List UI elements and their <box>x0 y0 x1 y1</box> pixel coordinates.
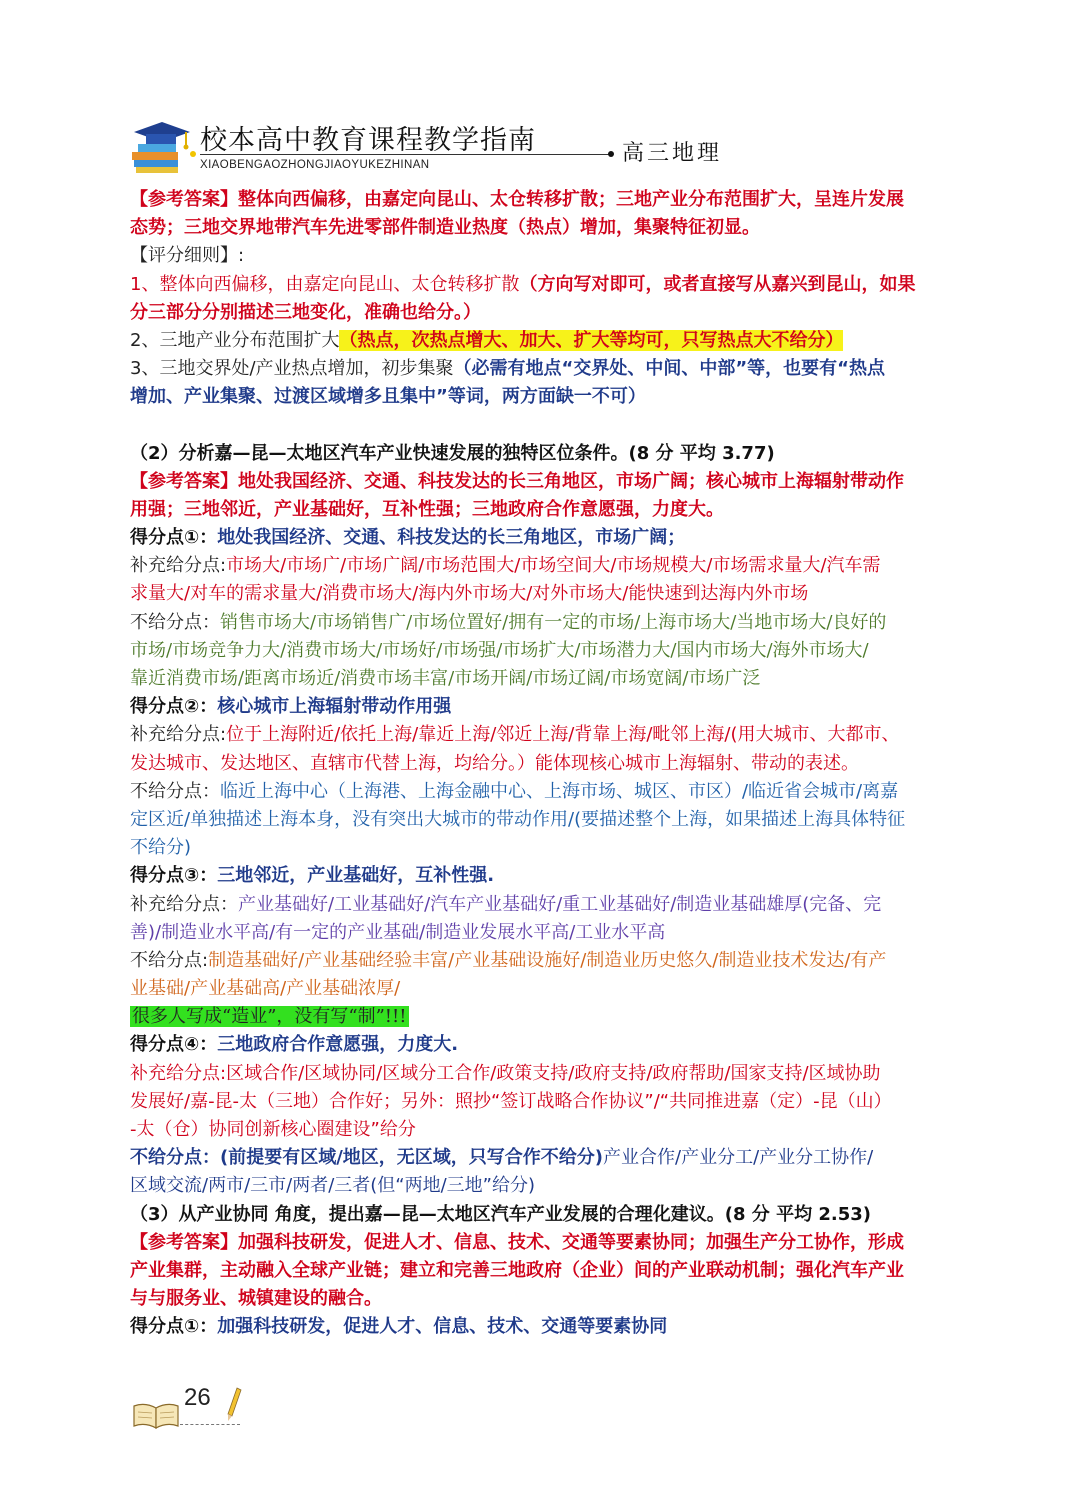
footer-rule <box>180 1424 240 1425</box>
reference-answer-line: 【参考答案】加强科技研发，促进人才、信息、技术、交通等要素协同；加强生产分工协作，形成 <box>130 1231 904 1253</box>
highlighted-warning: 很多人写成“造业”，没有写“制”!!! <box>132 1006 407 1028</box>
rule-line-2: 2、三地产业分布范围扩大（热点，次热点增大、加大、扩大等均可，只写热点大不给分） <box>130 329 844 351</box>
page-footer <box>128 1380 258 1440</box>
scoring-point-1: 得分点①：地处我国经济、交通、科技发达的长三角地区，市场广阔； <box>130 527 686 549</box>
reference-answer-line: 【参考答案】地处我国经济、交通、科技发达的长三角地区，市场广阔；核心城市上海辐射带动作 <box>130 470 904 492</box>
supplementary-points: 补充给分点：产业基础好/工业基础好/汽车产业基础好/重工业基础好/制造业基础雄厚(完备、完 <box>130 893 882 915</box>
supplementary-points-cont: 善)/制造业水平高/有一定的产业基础/制造业发展水平高/工业水平高 <box>130 921 666 943</box>
rule-line-3: 3、三地交界处/产业热点增加，初步集聚（必需有地点“交界处、中间、中部”等，也要有“热点 <box>130 358 886 380</box>
non-scoring-points: 不给分点：(前提要有区域/地区，无区域，只写合作不给分)产业合作/产业分工/产业分工协作/ <box>130 1147 874 1169</box>
non-scoring-points: 不给分点:制造基础好/产业基础经验丰富/产业基础设施好/制造业历史悠久/制造业技术发达/有产 <box>130 949 887 971</box>
guide-pinyin-subtitle: XIAOBENGAOZHONGJIAOYUKEZHINAN <box>200 159 430 171</box>
header-dot-right <box>608 151 614 157</box>
supplementary-points: 补充给分点:位于上海附近/依托上海/靠近上海/邻近上海/背靠上海/毗邻上海/(用大城市、大都市、 <box>130 724 900 746</box>
non-scoring-points-cont: 定区近/单独描述上海本身，没有突出大城市的带动作用/(要描述整个上海，如果描述上海具体特征 <box>130 808 906 830</box>
supplementary-points-cont: 求量大/对车的需求量大/消费市场大/海内外市场大/对外市场大/能快速到达海内外市场 <box>130 583 809 605</box>
non-scoring-points-cont: 市场/市场竞争力大/消费市场大/市场好/市场强/市场扩大/市场潜力大/国内市场大/海外市场大/ <box>130 639 869 661</box>
non-scoring-points-cont: 靠近消费市场/距离市场近/消费市场丰富/市场开阔/市场辽阔/市场宽阔/市场广泛 <box>130 668 761 689</box>
scoring-point-1-q3: 得分点①：加强科技研发，促进人才、信息、技术、交通等要素协同 <box>130 1316 668 1338</box>
page-header <box>128 108 723 180</box>
reference-answer-line: 产业集群，主动融入全球产业链；建立和完善三地政府（企业）间的产业联动机制；强化汽车产业 <box>130 1259 904 1281</box>
graduation-cap-books-icon <box>128 116 192 174</box>
reference-answer-line: 【参考答案】整体向西偏移，由嘉定向昆山、太仓转移扩散；三地产业分布范围扩大，呈连片发展 <box>130 189 904 210</box>
scoring-point-2: 得分点②：核心城市上海辐射带动作用强 <box>130 696 452 718</box>
guide-title: 校本高中教育课程教学指南 <box>200 125 536 156</box>
supplementary-points: 补充给分点:市场大/市场广/市场广阔/市场范围大/市场空间大/市场规模大/市场需求量大/汽车需 <box>130 555 881 577</box>
reference-answer-line: 用强；三地邻近，产业基础好，互补性强；三地政府合作意愿强，力度大。 <box>130 498 724 520</box>
non-scoring-points: 不给分点：临近上海中心（上海港、上海金融中心、上海市场、城区、市区）/临近省会城市/离嘉 <box>130 780 899 802</box>
question-3: （3）从产业协同 角度，提出嘉—昆—太地区汽车产业发展的合理化建议。(8 分 平均 2.53) <box>130 1203 871 1225</box>
scoring-rules-heading: 【评分细则】: <box>130 245 245 267</box>
non-scoring-points-cont: 区域交流/两市/三市/两者/三者(但“两地/三地”给分) <box>130 1175 536 1197</box>
supplementary-points-cont: 发展好/嘉-昆-太（三地）合作好；另外：照抄“签订战略合作协议”/“共同推进嘉（定）-昆（山） <box>130 1090 892 1112</box>
warning-note-line <box>130 1003 952 1031</box>
answer-content <box>130 186 952 1342</box>
supplementary-points: 补充给分点:区域合作/区域协同/区域分工合作/政策支持/政府支持/政府帮助/国家支持/区域协助 <box>130 1062 881 1084</box>
scoring-point-4: 得分点④：三地政府合作意愿强，力度大. <box>130 1034 459 1056</box>
rule-line-1: 1、整体向西偏移，由嘉定向昆山、太仓转移扩散（方向写对即可，或者直接写从嘉兴到昆山，如果 <box>130 273 916 295</box>
pencil-icon <box>226 1386 242 1422</box>
supplementary-points-cont: 发达城市、发达地区、直辖市代替上海，均给分。）能体现核心城市上海辐射、带动的表述。 <box>130 752 859 774</box>
header-rule <box>200 154 610 155</box>
supplementary-points-cont: -太（仓）协同创新核心圈建设”给分 <box>130 1119 416 1140</box>
rule-line: 增加、产业集聚、过渡区域增多且集中”等词，两方面缺一不可） <box>130 386 646 408</box>
non-scoring-points-cont: 不给分) <box>130 837 192 859</box>
reference-answer-line: 与与服务业、城镇建设的融合。 <box>130 1288 382 1310</box>
scoring-point-3: 得分点③：三地邻近，产业基础好，互补性强. <box>130 865 495 887</box>
highlighted-note: （热点，次热点增大、加大、扩大等均可，只写热点大不给分） <box>339 329 844 351</box>
page-number: 26 <box>184 1384 211 1411</box>
question-2: （2）分析嘉—昆—太地区汽车产业快速发展的独特区位条件。(8 分 平均 3.77) <box>130 442 775 464</box>
rule-line: 分三部分分别描述三地变化，准确也给分。） <box>130 301 481 323</box>
non-scoring-points-cont: 业基础/产业基础高/产业基础浓厚/ <box>130 978 401 1000</box>
header-dot-left <box>190 151 196 157</box>
reference-answer-line: 态势；三地交界地带汽车先进零部件制造业热度（热点）增加，集聚特征初显。 <box>130 217 760 239</box>
subject-label: 高三地理 <box>622 141 723 166</box>
open-book-icon <box>132 1400 180 1430</box>
non-scoring-points: 不给分点：销售市场大/市场销售广/市场位置好/拥有一定的市场/上海市场大/当地市场大/良好的 <box>130 611 887 633</box>
